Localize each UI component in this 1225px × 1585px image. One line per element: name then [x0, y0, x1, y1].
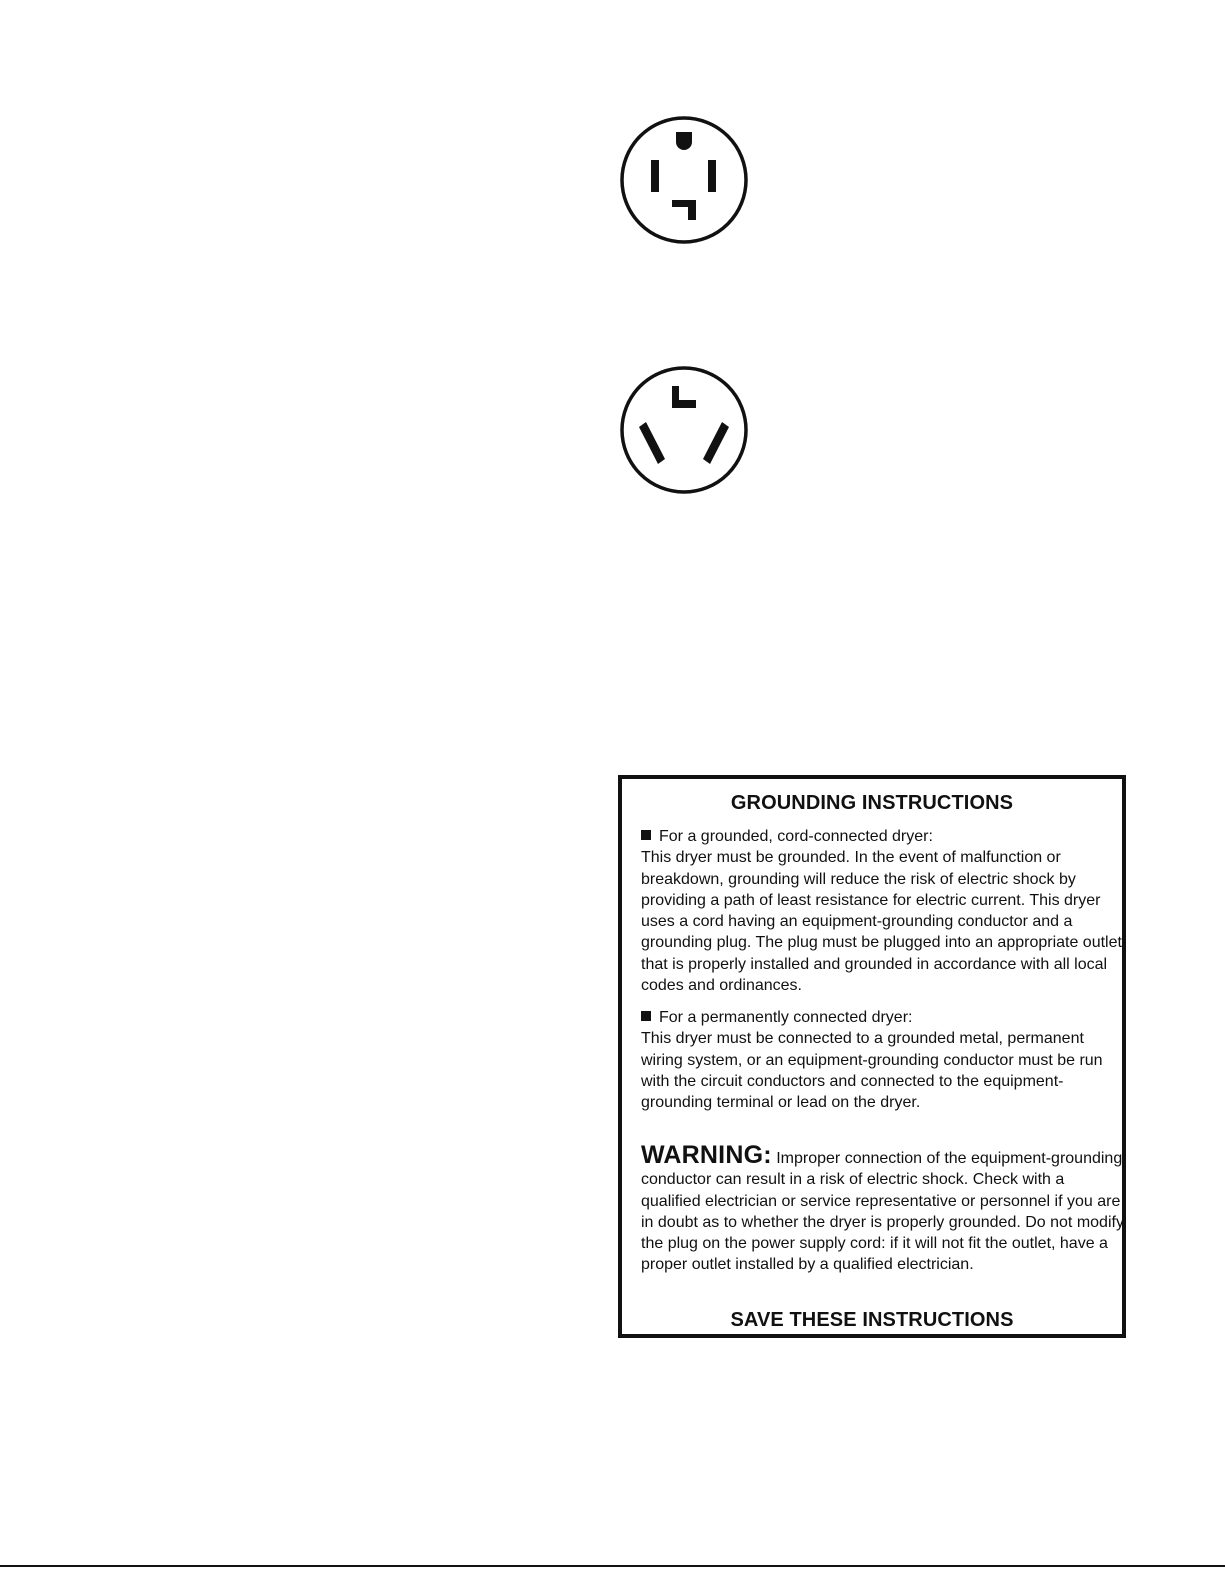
three-prong-outlet-icon [618, 364, 750, 496]
square-bullet-icon [641, 830, 651, 840]
permanent-dryer-section [641, 1007, 1127, 1113]
warning-label: WARNING: [641, 1141, 772, 1169]
square-bullet-icon [641, 1011, 651, 1021]
notice-title: GROUNDING INSTRUCTIONS [730, 792, 1014, 814]
four-prong-outlet-icon [618, 114, 750, 246]
corded-dryer-heading: For a grounded, cord-connected dryer: [641, 826, 1127, 847]
corded-dryer-section [641, 826, 1127, 996]
warning-body: Improper connection of the equipment-grounding conductor can result in a risk of electric shock. Check with a qualified electrician or service representative or personnel if you are in doubt as to whether the dryer is properly grounded. Do not modify the plug on the power supply cord: if it will not fit the outlet, have a proper outlet installed by a qualified electrician. [641, 1150, 1124, 1274]
corded-dryer-body: This dryer must be grounded. In the event of malfunction or breakdown, grounding will reduce the risk of electric shock by providing a path of least resistance for electric current. This dryer uses a cord having an equipment-grounding conductor and a grounding plug. The plug must be plugged into an appropriate outlet that is properly installed and grounded in accordance with all local codes and ordinances. [641, 849, 1122, 995]
warning-section [641, 1142, 1127, 1276]
page-bottom-rule [0, 1565, 1225, 1567]
permanent-dryer-body: This dryer must be connected to a grounded metal, permanent wiring system, or an equipment-grounding conductor must be run with the circuit conductors and connected to the equipment-grounding terminal or lead on the dryer. [641, 1030, 1103, 1112]
grounding-instructions-box [618, 775, 1126, 1338]
save-instructions-footer: SAVE THESE INSTRUCTIONS [730, 1309, 1014, 1331]
permanent-dryer-heading: For a permanently connected dryer: [641, 1007, 1127, 1028]
